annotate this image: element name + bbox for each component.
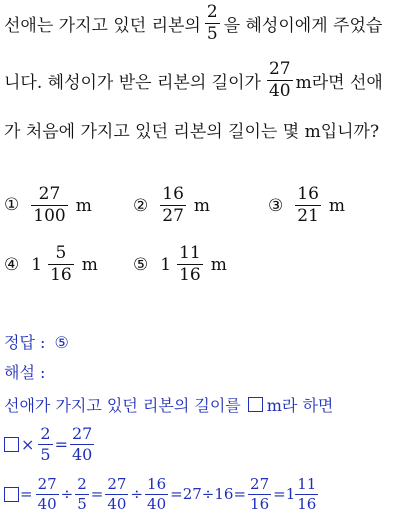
question-text: m라면 선애	[295, 72, 383, 93]
choice-number: ③	[268, 195, 284, 216]
question-line-3	[4, 117, 379, 142]
fraction: $\frac{27}{16}$	[250, 474, 270, 513]
choice-5[interactable]	[133, 245, 227, 284]
fraction: $\frac{27}{100}$	[33, 184, 66, 226]
question-text: 을 혜성이에게 주었습	[223, 15, 383, 36]
fraction: $\frac{2}{5}$	[206, 1, 218, 44]
choice-2[interactable]	[133, 186, 210, 225]
question-text: 니다. 혜성이가 받은 리본의 길이가	[4, 72, 261, 93]
fraction: $\frac{16}{27}$	[162, 184, 184, 226]
solution-equation-1	[4, 421, 96, 467]
fraction: $\frac{11}{16}$	[179, 243, 201, 285]
fraction: $\frac{11}{16}$	[297, 474, 317, 513]
unit: m	[328, 195, 346, 216]
fraction: $\frac{27}{40}$	[72, 423, 93, 464]
blank-box	[248, 397, 263, 412]
choice-4[interactable]	[4, 245, 98, 284]
operator: ÷	[60, 485, 74, 503]
solution-text: m라 하면	[266, 396, 334, 415]
operator: ×	[21, 434, 35, 454]
unit: m	[210, 254, 227, 275]
unit: m	[193, 195, 211, 216]
question-text: 선애는 가지고 있던 리본의	[4, 15, 201, 36]
fraction: $\frac{2}{5}$	[77, 474, 87, 513]
fraction: $\frac{2}{5}$	[40, 423, 51, 464]
unit: m	[81, 254, 98, 275]
answer-label: 정답 :	[4, 333, 46, 352]
operator: =	[90, 485, 104, 503]
fraction: $\frac{16}{21}$	[297, 184, 319, 226]
fraction: $\frac{16}{40}$	[147, 474, 167, 513]
solution-label: 해설 :	[4, 363, 46, 382]
question-text: 가 처음에 가지고 있던 리본의 길이는 몇 m입니까?	[4, 122, 380, 142]
solution-equation-2	[4, 471, 320, 517]
choice-1[interactable]	[4, 186, 92, 225]
mixed-whole: 1	[31, 254, 43, 275]
operator: ÷	[130, 485, 144, 503]
choice-number: ②	[133, 195, 149, 216]
fraction: $\frac{5}{16}$	[50, 243, 72, 285]
mixed-whole: 1	[160, 254, 172, 275]
blank-box	[4, 487, 19, 502]
choice-number: ⑤	[133, 254, 149, 275]
mixed-whole: 1	[285, 485, 296, 503]
operator: =	[233, 485, 247, 503]
choice-number: ④	[4, 254, 20, 275]
fraction: $\frac{27}{40}$	[107, 474, 127, 513]
expression: 27÷16	[182, 485, 234, 503]
unit: m	[75, 195, 92, 216]
operator: =	[273, 485, 286, 503]
question-line-2	[4, 57, 383, 103]
answer-line	[4, 330, 69, 353]
choice-3[interactable]	[268, 186, 345, 225]
choice-number: ①	[4, 195, 20, 215]
fraction: $\frac{27}{40}$	[268, 58, 291, 101]
solution-line-1	[4, 393, 333, 416]
fraction: $\frac{27}{40}$	[37, 474, 57, 513]
blank-box	[4, 437, 19, 452]
operator: =	[170, 485, 183, 503]
operator: =	[20, 485, 33, 503]
solution-text: 선애가 가지고 있던 리본의 길이를	[4, 396, 241, 415]
question-line-1	[4, 0, 382, 46]
answer-value: ⑤	[54, 333, 69, 352]
operator: =	[54, 434, 68, 454]
